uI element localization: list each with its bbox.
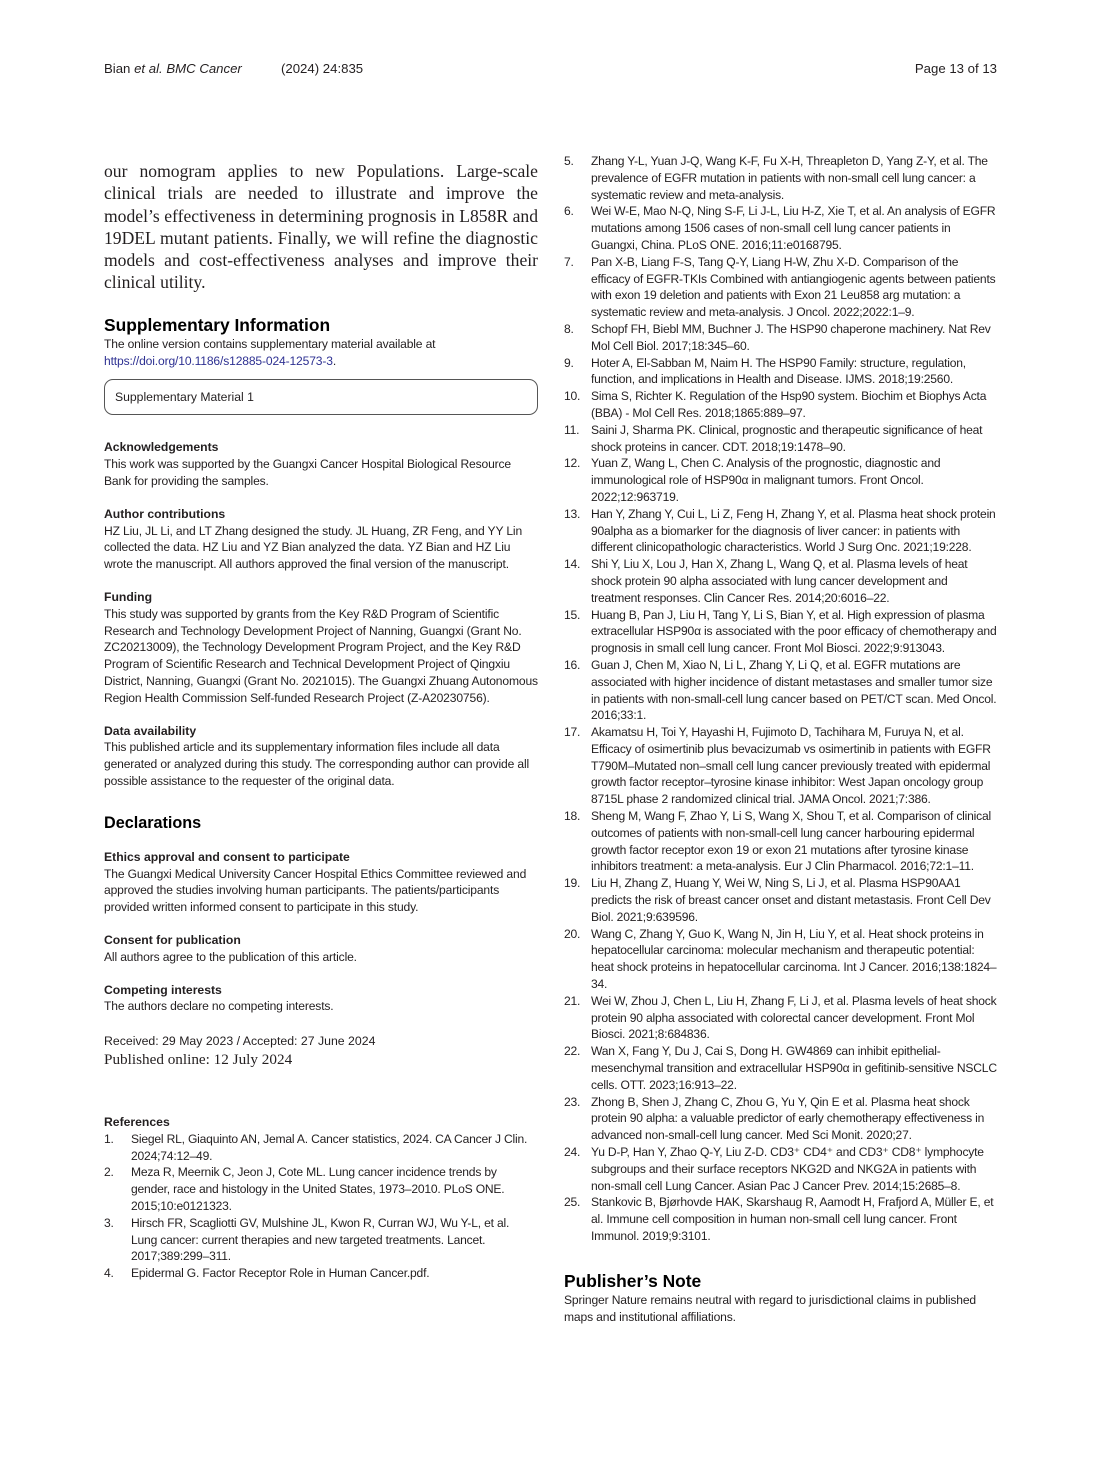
reference-item (564, 875, 998, 925)
references-list-right (564, 153, 998, 1245)
supplementary-section (104, 315, 538, 416)
funding-text: This study was supported by grants from the Key R&D Program of Scientific Research and Technology Development Project of Nanning, Guangxi (Grant No. ZC20213009), the Technology Development Program Project, and the Key R&D Program of Scientific Research and Technical Development Project of Qingxiu District, Nanning, Guangxi (Grant No. 2021015). The Guangxi Zhuang Autonomous Region Health Commission Self-funded Research Project (Z-A20230756). (104, 606, 538, 705)
reference-item (564, 993, 998, 1043)
funding-heading: Funding (104, 589, 153, 604)
reference-number: 4. (104, 1266, 114, 1281)
publishers-note-section (564, 1271, 998, 1326)
declarations-heading: Declarations (104, 813, 202, 832)
reference-item (564, 556, 998, 606)
declarations-section (104, 814, 538, 1015)
reference-text: Hirsch FR, Scagliotti GV, Mulshine JL, Kwon R, Curran WJ, Wu Y-L, et al. Lung cancer: current therapies and new targeted treatments. Lancet. 2017;389:299–311. (131, 1215, 510, 1264)
article-dates (104, 1033, 538, 1070)
reference-text: Schopf FH, Biebl MM, Buchner J. The HSP90 chaperone machinery. Nat Rev Mol Cell Biol. 2017;18:345–60. (591, 321, 991, 353)
ethics-section (104, 849, 538, 916)
page-number: Page 13 of 13 (914, 61, 997, 76)
supplementary-material-label: Supplementary Material 1 (115, 390, 254, 405)
reference-text: Wan X, Fang Y, Du J, Cai S, Dong H. GW4869 can inhibit epithelial-mesenchymal transition and extracellular HSP90α in gefitinib-sensitive NSCLC cells. OTT. 2023;16:913–22. (591, 1044, 997, 1092)
reference-number: 11. (564, 422, 580, 437)
reference-number: 8. (564, 321, 574, 336)
reference-text: Wei W-E, Mao N-Q, Ning S-F, Li J-L, Liu H-Z, Xie T, et al. An analysis of EGFR mutations among 1506 cases of non-small cell lung cancer patients in Guangxi, China. PLoS ONE. 2016;11:e0168795. (591, 204, 996, 252)
reference-text: Han Y, Zhang Y, Cui L, Li Z, Feng H, Zhang Y, et al. Plasma heat shock protein 90alpha as a biomarker for the diagnosis of liver cancer: in patients with different clinicopathologic characteristics. World J Surg Onc. 2021;19:228. (591, 506, 996, 555)
data-availability-text: This published article and its supplementary information files include all data generated or analyzed during this study. The corresponding author can provide all possible assistance to the requester of the original data. (104, 740, 530, 788)
reference-number: 25. (564, 1195, 581, 1210)
reference-item (564, 808, 998, 875)
reference-item (564, 203, 998, 253)
reference-number: 24. (564, 1145, 581, 1160)
reference-text: Hoter A, El-Sabban M, Naim H. The HSP90 Family: structure, regulation, function, and implications in Health and Disease. IJMS. 2018;19:2560. (591, 355, 966, 387)
reference-text: Stankovic B, Bjørhovde HAK, Skarshaug R, Aamodt H, Frafjord A, Müller E, et al. Immune cell composition in human non-small cell lung cancer. Front Immunol. 2019;9:3101. (591, 1195, 994, 1243)
supplementary-heading: Supplementary Information (104, 314, 331, 335)
ethics-heading: Ethics approval and consent to participate (104, 849, 350, 864)
author-contributions-heading: Author contributions (104, 506, 226, 521)
reference-number: 9. (564, 355, 574, 370)
acknowledgements-text: This work was supported by the Guangxi Cancer Hospital Biological Resource Bank for providing the samples. (104, 457, 512, 488)
header-journal (104, 61, 242, 76)
reference-item (564, 926, 998, 993)
consent-section (104, 932, 538, 966)
reference-number: 21. (564, 993, 581, 1008)
reference-text: Zhong B, Shen J, Zhang C, Zhou G, Yu Y, Qin E et al. Plasma heat shock protein 90 alpha: a valuable predictor of early chemotherapy effectiveness in advanced non-small-cell lung cancer. Med Sci Monit. 2020;27. (591, 1094, 985, 1143)
header-citation: (2024) 24:835 (281, 61, 364, 76)
reference-item (564, 657, 998, 724)
author-contributions-section (104, 506, 538, 573)
reference-item (564, 388, 998, 422)
reference-item (564, 506, 998, 556)
reference-text: Wei W, Zhou J, Chen L, Liu H, Zhang F, Li J, et al. Plasma levels of heat shock protein 90 alpha associated with colorectal cancer development. Front Mol Biosci. 2021;8:684836. (591, 993, 997, 1042)
acknowledgements-section (104, 439, 538, 489)
reference-number: 3. (104, 1215, 114, 1230)
references-list-left (104, 1131, 538, 1282)
reference-text: Zhang Y-L, Yuan J-Q, Wang K-F, Fu X-H, Threapleton D, Yang Z-Y, et al. The prevalence of EGFR mutation in patients with non-small cell lung cancer: a systematic review and meta-analysis. (591, 154, 988, 202)
data-availability-section (104, 723, 538, 790)
reference-number: 13. (564, 506, 581, 521)
received-accepted-dates: Received: 29 May 2023 / Accepted: 27 June 2024 (104, 1034, 376, 1049)
reference-number: 6. (564, 204, 574, 219)
reference-item (564, 321, 998, 355)
reference-item (104, 1265, 538, 1282)
reference-item (564, 422, 998, 456)
reference-item (564, 1194, 998, 1244)
reference-number: 17. (564, 725, 581, 740)
reference-text: Liu H, Zhang Z, Huang Y, Wei W, Ning S, Li J, et al. Plasma HSP90AA1 predicts the risk of breast cancer onset and distant metastasis. Front Cell Dev Biol. 2021;9:639596. (591, 876, 991, 924)
reference-text: Yu D-P, Han Y, Zhao Q-Y, Liu Z-D. CD3⁺ CD4⁺ and CD3⁺ CD8⁺ lymphocyte subgroups and their surface receptors NKG2D and NKG2A in patients with non-small cell Lung Cancer. Asian Pac J Cancer Prev. 2014;15:2685–8. (591, 1145, 984, 1193)
right-column (564, 153, 998, 1325)
supplementary-text-end: . (332, 353, 337, 368)
reference-number: 20. (564, 926, 581, 941)
supplementary-material-1-button[interactable] (104, 379, 538, 415)
reference-item (564, 455, 998, 505)
reference-text: Epidermal G. Factor Receptor Role in Human Cancer.pdf. (131, 1266, 430, 1281)
reference-text: Guan J, Chen M, Xiao N, Li L, Zhang Y, Li Q, et al. EGFR mutations are associated with higher incidence of distant metastases and smaller tumor size in patients with non-small-cell lung cancer based on PET/CT scan. Med Oncol. 2016;33:1. (591, 657, 997, 723)
acknowledgements-heading: Acknowledgements (104, 440, 219, 455)
reference-text: Siegel RL, Giaquinto AN, Jemal A. Cancer statistics, 2024. CA Cancer J Clin. 2024;74:12–49. (131, 1131, 528, 1163)
reference-text: Huang B, Pan J, Liu H, Tang Y, Li S, Bian Y, et al. High expression of plasma extracellular HSP90α is associated with the poor efficacy of chemotherapy and prognosis in small cell lung cancer. Front Mol Biosci. 2022;9:913043. (591, 607, 997, 656)
reference-number: 14. (564, 557, 581, 572)
author-contributions-text: HZ Liu, JL Li, and LT Zhang designed the study. JL Huang, ZR Feng, and YY Lin collected the data. HZ Liu and YZ Bian analyzed the data. YZ Bian and HZ Liu wrote the manuscript. All authors approved the final version of the manuscript. (104, 523, 523, 572)
references-section (104, 1114, 538, 1282)
reference-item (564, 724, 998, 808)
consent-heading: Consent for publication (104, 932, 241, 947)
reference-text: Shi Y, Liu X, Lou J, Han X, Zhang L, Wang Q, et al. Plasma levels of heat shock protein 90 alpha associated with lung cancer development and treatment responses. Clin Cancer Res. 2014;20:6016–22. (591, 557, 968, 605)
references-heading: References (104, 1115, 170, 1130)
reference-text: Meza R, Meernik C, Jeon J, Cote ML. Lung cancer incidence trends by gender, race and histology in the United States, 1973–2010. PLoS ONE. 2015;10:e0121323. (131, 1165, 505, 1214)
conclusion-paragraph: our nomogram applies to new Populations. Large-scale clinical trials are needed to illustrate and improve the model’s effectiveness in determining prognosis in L858R and 19DEL mutant patients. Finally, we will refine the diagnostic models and cost-effectiveness analyses and improve their clinical utility. (104, 161, 538, 293)
published-date: Published online: 12 July 2024 (104, 1051, 293, 1069)
header-etal: et al. (134, 61, 163, 76)
competing-interests-section (104, 982, 538, 1016)
reference-item (564, 1144, 998, 1194)
reference-number: 18. (564, 809, 581, 824)
supplementary-text (104, 336, 538, 370)
reference-text: Pan X-B, Liang F-S, Tang Q-Y, Liang H-W, Zhu X-D. Comparison of the efficacy of EGFR-TKIs Combined with antiangiogenic agents between patients with exon 19 deletion and patients with Exon 21 Leu858 arg mutation: a systematic review and meta-analysis. J Oncol. 2022;2022:1–9. (591, 254, 996, 320)
reference-text: Wang C, Zhang Y, Guo K, Wang N, Jin H, Liu Y, et al. Heat shock proteins in hepatocellular carcinoma: molecular mechanism and therapeutic potential: heat shock proteins in hepatocellular carcinoma. Int J Cancer. 2016;138:1824–34. (591, 926, 997, 992)
funding-section (104, 589, 538, 707)
reference-number: 15. (564, 607, 581, 622)
reference-number: 7. (564, 254, 574, 269)
consent-text: All authors agree to the publication of this article. (104, 949, 357, 964)
publishers-note-text: Springer Nature remains neutral with regard to jurisdictional claims in published maps and institutional affiliations. (564, 1292, 977, 1324)
reference-number: 1. (104, 1131, 114, 1146)
reference-number: 5. (564, 154, 574, 168)
ethics-text: The Guangxi Medical University Cancer Hospital Ethics Committee reviewed and approved the studies involving human participants. The patients/participants provided written informed consent to participate in this study. (104, 866, 527, 915)
left-column (104, 160, 538, 1282)
reference-item (104, 1215, 538, 1265)
header-author: Bian (104, 61, 131, 76)
reference-number: 19. (564, 876, 581, 891)
reference-number: 22. (564, 1044, 581, 1059)
reference-item (564, 1043, 998, 1093)
competing-interests-text: The authors declare no competing interests. (104, 999, 334, 1014)
reference-item (564, 355, 998, 389)
publishers-note-heading: Publisher’s Note (564, 1270, 702, 1291)
reference-text: Akamatsu H, Toi Y, Hayashi H, Fujimoto D, Tachihara M, Furuya N, et al. Efficacy of osimertinib plus bevacizumab vs osimertinib in patients with EGFR T790M–Mutated non–small cell lung cancer previously treated with epidermal growth factor receptor–tyrosine kinase inhibitor: West Japan oncology group 8715L phase 2 randomized clinical trial. JAMA Oncol. 2021;7:386. (591, 725, 991, 807)
reference-item (564, 254, 998, 321)
reference-text: Sheng M, Wang F, Zhao Y, Li S, Wang X, Shou T, et al. Comparison of clinical outcomes of patients with non-small-cell lung cancer harbouring epidermal growth factor receptor exon 19 or exon 21 mutations after tyrosine kinase inhibitors treatment: a meta-analysis. Eur J Clin Pharmacol. 2016;72:1–11. (591, 809, 992, 874)
reference-item (104, 1164, 538, 1214)
reference-item (564, 153, 998, 203)
reference-item (104, 1131, 538, 1165)
reference-number: 16. (564, 657, 581, 672)
data-availability-heading: Data availability (104, 723, 197, 738)
reference-text: Yuan Z, Wang L, Chen C. Analysis of the prognostic, diagnostic and immunological role of HSP90α in malignant tumors. Front Oncol. 2022;12:963719. (591, 456, 941, 504)
running-header (104, 61, 997, 81)
reference-number: 12. (564, 456, 581, 471)
reference-text: Sima S, Richter K. Regulation of the Hsp90 system. Biochim et Biophys Acta (BBA) - Mol Cell Res. 2018;1865:889–97. (591, 389, 987, 420)
supplementary-text-body: The online version contains supplementary material available at (104, 336, 436, 351)
reference-item (564, 1094, 998, 1144)
reference-number: 2. (104, 1165, 114, 1180)
reference-item (564, 607, 998, 657)
supplementary-doi-link[interactable]: https://doi.org/10.1186/s12885-024-12573-3 (104, 353, 333, 368)
header-journal-name: BMC Cancer (166, 61, 242, 76)
reference-number: 23. (564, 1094, 581, 1109)
reference-text: Saini J, Sharma PK. Clinical, prognostic and therapeutic significance of heat shock proteins in cancer. CDT. 2018;19:1478–90. (591, 422, 983, 454)
competing-interests-heading: Competing interests (104, 982, 222, 997)
reference-number: 10. (564, 389, 581, 404)
